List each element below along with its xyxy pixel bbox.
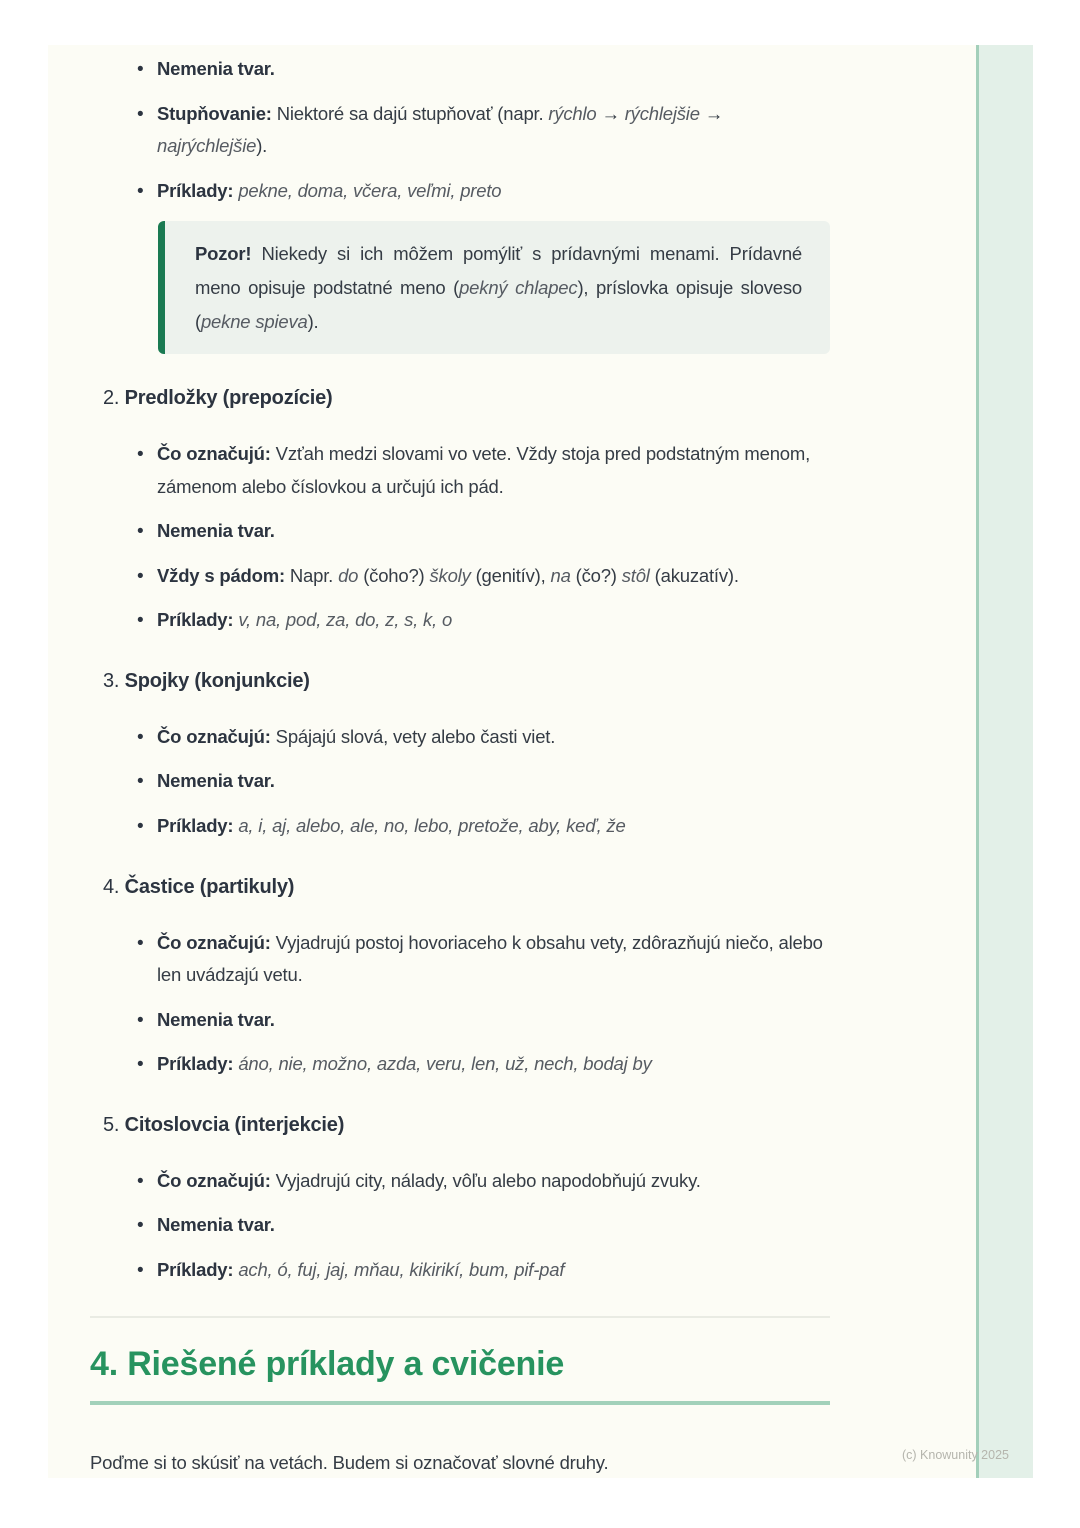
- section-heading: [103, 1111, 830, 1139]
- text-segment: do: [338, 564, 359, 586]
- text-segment: Vzťah medzi slovami vo vete. Vždy stoja pred podstatným menom, zámenom alebo číslovkou a určujú ich pád.: [157, 443, 811, 497]
- text-segment: (akuzatív).: [649, 564, 739, 586]
- text-segment: Niektoré sa dajú stupňovať (napr.: [271, 102, 549, 124]
- bullet-list-item: [137, 53, 830, 86]
- bullet-list-item: [137, 765, 830, 798]
- text-segment: Niekedy si ich môžem pomýliť s prídavnými menami. Prídavné meno opisuje podstatné meno (: [195, 243, 802, 298]
- text-segment: ).: [256, 135, 268, 157]
- text-segment: (čo?): [570, 564, 622, 586]
- numbered-section: [90, 667, 830, 843]
- bullet-list-item: [137, 438, 830, 503]
- text-segment: (čoho?): [358, 564, 430, 586]
- text-segment: Napr.: [284, 564, 339, 586]
- bullet-list-item: [137, 721, 830, 754]
- page-content: [48, 45, 1033, 1478]
- text-segment: Vždy s pádom:: [157, 564, 285, 586]
- section-heading: [103, 873, 830, 901]
- section-number: 5.: [103, 1113, 120, 1136]
- text-segment: Čo označujú:: [157, 1169, 271, 1191]
- text-segment: Nemenia tvar.: [157, 770, 275, 792]
- bullet-list-item: [137, 1209, 830, 1242]
- text-segment: Nemenia tvar.: [157, 520, 275, 542]
- text-segment: →: [699, 102, 724, 124]
- text-segment: Príklady:: [157, 1053, 234, 1075]
- text-segment: Nemenia tvar.: [157, 1008, 275, 1030]
- section-title: Citoslovcia (interjekcie): [124, 1113, 345, 1136]
- bullet-list-item: [137, 810, 830, 843]
- text-segment: Čo označujú:: [157, 725, 271, 747]
- text-segment: Nemenia tvar.: [157, 1214, 275, 1236]
- text-segment: Príklady:: [157, 609, 234, 631]
- section-number: 3.: [103, 669, 120, 692]
- text-segment: Spájajú slová, vety alebo časti viet.: [270, 725, 556, 747]
- chapter-heading: 4. Riešené príklady a cvičenie: [90, 1344, 830, 1405]
- bullet-list-item: [137, 927, 830, 992]
- warning-callout: [158, 221, 830, 354]
- text-segment: ).: [307, 310, 319, 332]
- text-segment: Čo označujú:: [157, 443, 271, 465]
- section-title: Spojky (konjunkcie): [124, 669, 310, 692]
- text-segment: ach, ó, fuj, jaj, mňau, kikirikí, bum, pif-paf: [238, 1258, 565, 1280]
- bullet-list-item: [137, 560, 830, 593]
- section-heading: [103, 667, 830, 695]
- text-segment: Príklady:: [157, 814, 234, 836]
- text-segment: pekný chlapec: [459, 276, 578, 298]
- numbered-section: [90, 873, 830, 1081]
- text-segment: Vyjadrujú city, nálady, vôľu alebo napodobňujú zvuky.: [270, 1169, 701, 1191]
- text-segment: pekne spieva: [200, 310, 308, 332]
- text-segment: (genitív),: [470, 564, 551, 586]
- bullet-list-item: [137, 175, 830, 208]
- bullet-list-item: [137, 98, 830, 163]
- numbered-section: [90, 1111, 830, 1287]
- text-segment: rýchlo: [548, 102, 597, 124]
- text-segment: áno, nie, možno, azda, veru, len, už, nech, bodaj by: [238, 1053, 652, 1075]
- copyright-note: (c) Knowunity 2025: [901, 1448, 1009, 1462]
- text-segment: v, na, pod, za, do, z, s, k, o: [238, 609, 453, 631]
- text-segment: Vyjadrujú postoj hovoriaceho k obsahu vety, zdôrazňujú niečo, alebo len uvádzajú vetu.: [157, 931, 823, 986]
- text-segment: Čo označujú:: [157, 931, 271, 953]
- document-page: [48, 45, 1033, 1478]
- bullet-list-item: [137, 1165, 830, 1198]
- numbered-section: [90, 384, 830, 637]
- bullet-list-item: [137, 604, 830, 637]
- text-segment: Pozor!: [195, 243, 252, 265]
- text-segment: rýchlejšie: [624, 102, 700, 124]
- section-number: 4.: [103, 875, 120, 898]
- text-segment: a, i, aj, alebo, ale, no, lebo, pretože, aby, keď, že: [238, 814, 626, 836]
- section-bullet-list: [137, 721, 830, 843]
- text-segment: →: [596, 102, 625, 124]
- section-bullet-list: [137, 927, 830, 1081]
- closing-paragraph: Poďme si to skúsiť na vetách. Budem si označovať slovné druhy.: [90, 1452, 609, 1474]
- text-segment: Stupňovanie:: [157, 102, 272, 124]
- section-bullet-list: [137, 438, 830, 637]
- bullet-list-item: [137, 1254, 830, 1287]
- text-segment: ), príslovka opisuje sloveso (: [195, 276, 802, 332]
- text-segment: Príklady:: [157, 1258, 234, 1280]
- section-bullet-list: [137, 1165, 830, 1287]
- callout-text: [195, 237, 802, 338]
- section-title: Predložky (prepozície): [124, 387, 333, 410]
- text-segment: stôl: [621, 564, 650, 586]
- section-divider: [90, 1316, 830, 1318]
- bullet-list-item: [137, 515, 830, 548]
- text-segment: pekne, doma, včera, veľmi, preto: [238, 179, 502, 201]
- adverb-property-list: [137, 53, 830, 207]
- text-segment: Príklady:: [157, 179, 234, 201]
- section-title: Častice (partikuly): [124, 875, 295, 898]
- text-segment: Nemenia tvar.: [157, 58, 275, 79]
- section-heading: [103, 384, 830, 412]
- section-number: 2.: [103, 387, 120, 410]
- text-segment: na: [550, 564, 571, 586]
- bullet-list-item: [137, 1048, 830, 1081]
- bullet-list-item: [137, 1004, 830, 1037]
- text-segment: školy: [429, 564, 471, 586]
- text-segment: najrýchlejšie: [157, 135, 257, 157]
- word-class-sections: [90, 384, 830, 1286]
